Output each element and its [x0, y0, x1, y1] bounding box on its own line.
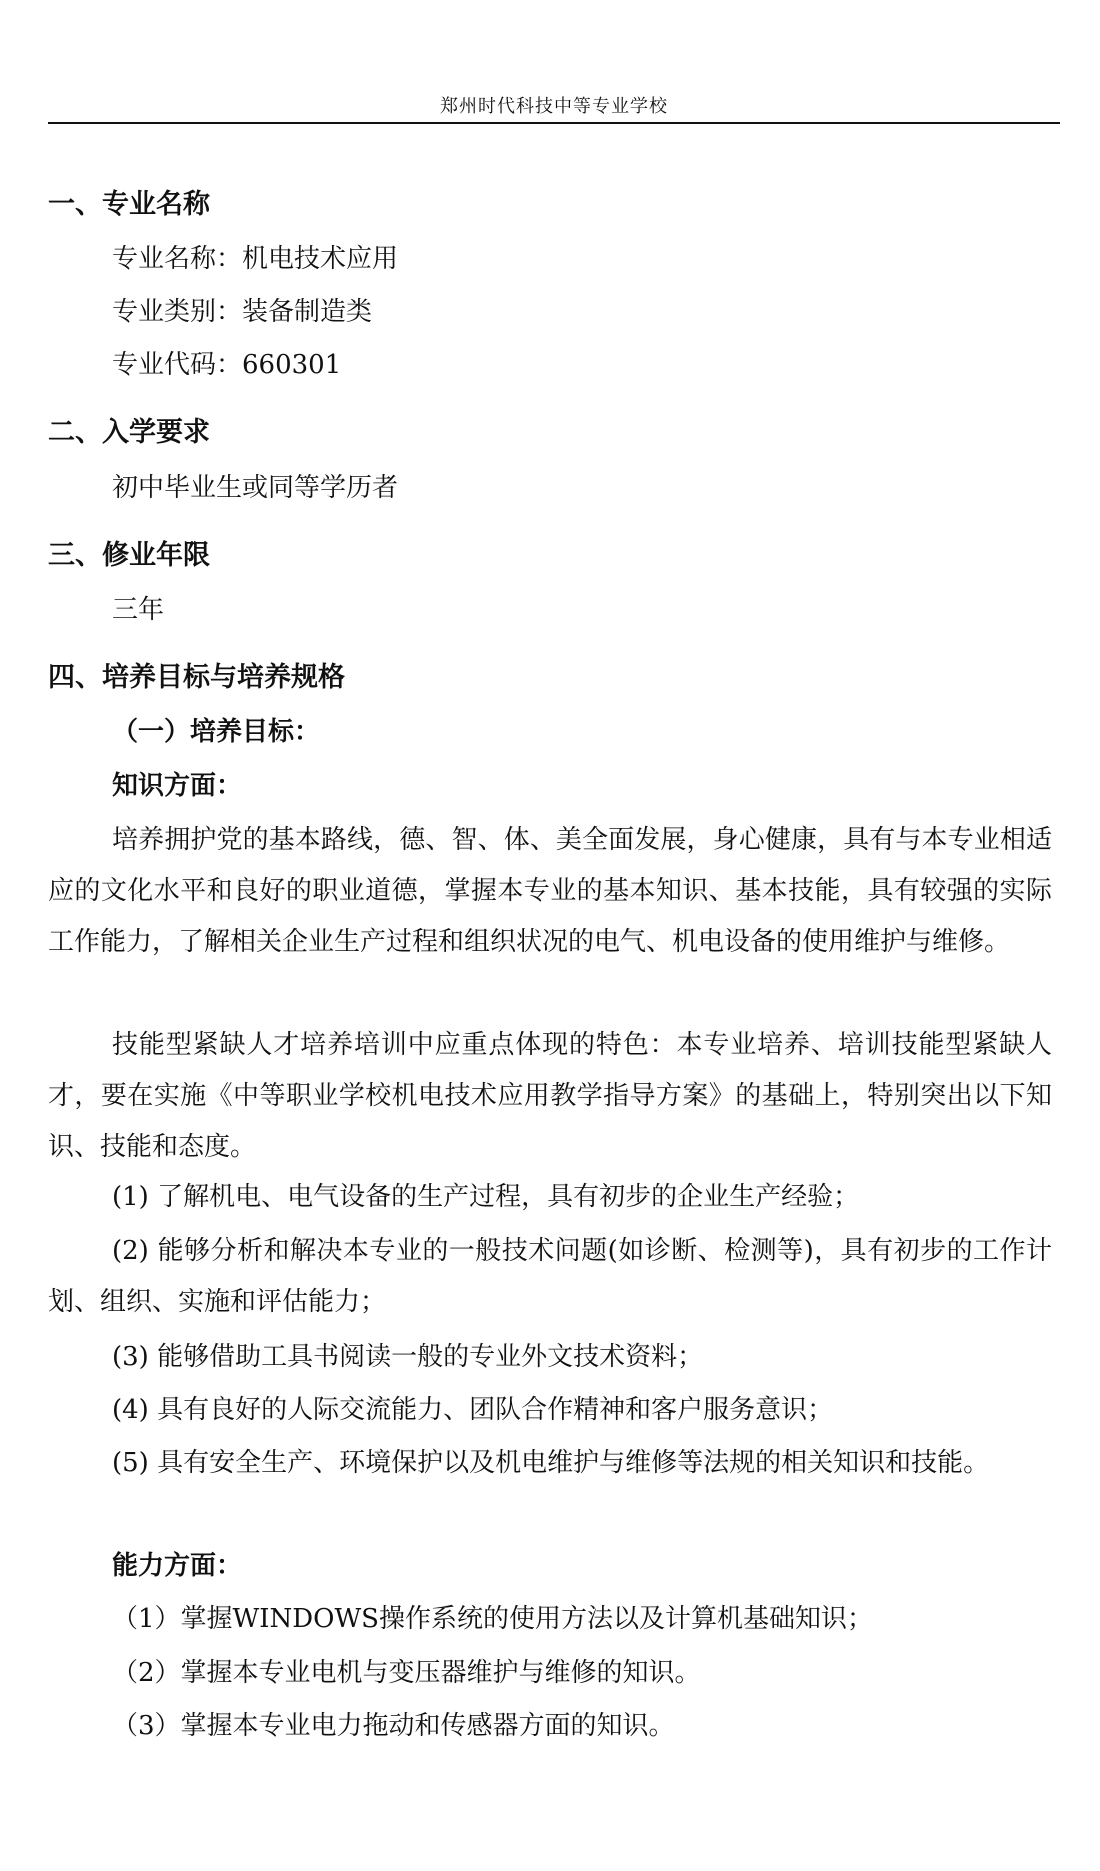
major-name-line: 专业名称：机电技术应用 — [112, 244, 399, 274]
section-heading-objectives: 四、培养目标与培养规格 — [48, 662, 345, 693]
knowledge-paragraph-1: 培养拥护党的基本路线，德、智、体、美全面发展，身心健康，具有与本专业相适应的文化水平和良好的职业道德，掌握本专业的基本知识、基本技能，具有较强的实际工作能力，了解相关企业生产过程和组织状况的电气、机电设备的使用维护与维修。 — [48, 825, 1052, 957]
running-header: 郑州时代科技中等专业学校 — [440, 96, 668, 117]
subheading-knowledge: 知识方面： — [112, 771, 243, 801]
subheading-training-goal: （一）培养目标： — [112, 717, 321, 747]
ability-item-1: （1）掌握WINDOWS操作系统的使用方法以及计算机基础知识； — [112, 1604, 873, 1634]
major-code-line: 专业代码：660301 — [112, 350, 342, 380]
section-heading-major-name: 一、专业名称 — [48, 189, 210, 220]
duration-text: 三年 — [112, 595, 165, 625]
major-category-line: 专业类别：装备制造类 — [112, 297, 373, 327]
ability-item-3: （3）掌握本专业电力拖动和传感器方面的知识。 — [112, 1711, 675, 1741]
knowledge-item-5: (5) 具有安全生产、环境保护以及机电维护与维修等法规的相关知识和技能。 — [112, 1448, 990, 1478]
knowledge-paragraph-2: 技能型紧缺人才培养培训中应重点体现的特色：本专业培养、培训技能型紧缺人才，要在实施《中等职业学校机电技术应用教学指导方案》的基础上，特别突出以下知识、技能和态度。 — [48, 1030, 1052, 1162]
section-heading-admission: 二、入学要求 — [48, 417, 210, 448]
knowledge-item-4: (4) 具有良好的人际交流能力、团队合作精神和客户服务意识； — [112, 1395, 834, 1425]
knowledge-item-1: (1) 了解机电、电气设备的生产过程，具有初步的企业生产经验； — [112, 1182, 860, 1212]
ability-item-2: （2）掌握本专业电机与变压器维护与维修的知识。 — [112, 1658, 701, 1688]
section-heading-duration: 三、修业年限 — [48, 540, 210, 571]
knowledge-item-3: (3) 能够借助工具书阅读一般的专业外文技术资料； — [112, 1342, 704, 1372]
subheading-ability: 能力方面： — [112, 1551, 243, 1581]
knowledge-item-2: (2) 能够分析和解决本专业的一般技术问题(如诊断、检测等)，具有初步的工作计划、组织、实施和评估能力； — [48, 1236, 1052, 1317]
header-rule — [48, 122, 1060, 124]
admission-text: 初中毕业生或同等学历者 — [112, 473, 399, 503]
